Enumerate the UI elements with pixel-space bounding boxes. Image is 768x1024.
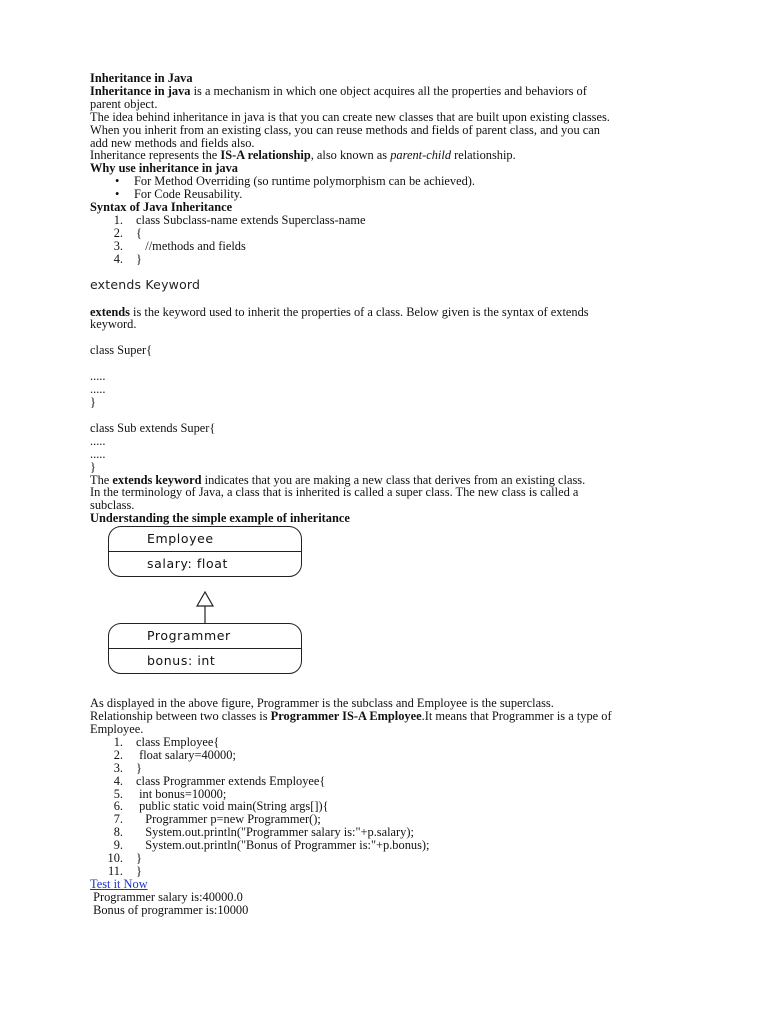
document-page bbox=[90, 72, 690, 917]
code-line: 1. class Subclass-name extends Superclass-name bbox=[113, 212, 366, 227]
uml-diagram bbox=[108, 526, 328, 694]
code-line: 2. float salary=40000; bbox=[113, 747, 236, 762]
code-line: 6. public static void main(String args[]){ bbox=[113, 799, 329, 814]
extends-description: extends is the keyword used to inherit the properties of a class. Below given is the syntax of extends keyword. bbox=[90, 304, 589, 332]
syntax-heading: Syntax of Java Inheritance bbox=[90, 200, 233, 215]
code-line: 3. } bbox=[113, 760, 142, 775]
bullet-icon: • bbox=[115, 174, 120, 189]
output-line: Bonus of programmer is:10000 bbox=[90, 902, 249, 917]
code-line: 1. class Employee{ bbox=[113, 734, 220, 749]
idea-paragraph: The idea behind inheritance in java is that you can create new classes that are built upon existing classes. When you inherit from an existing class, you can reuse methods and fields of parent class, and you can add new methods and fields also. bbox=[90, 109, 610, 150]
code-line: 2. { bbox=[113, 225, 142, 240]
code-line: ..... bbox=[90, 433, 106, 448]
super-class-block bbox=[90, 344, 690, 409]
extends-heading: extends Keyword bbox=[90, 276, 201, 292]
code-line: 7. Programmer p=new Programmer(); bbox=[113, 812, 321, 827]
code-line: 5. int bonus=10000; bbox=[113, 786, 227, 801]
code-line: 8. System.out.println("Programmer salary is:"+p.salary); bbox=[113, 825, 414, 840]
syntax-code bbox=[90, 214, 690, 266]
page-title: Inheritance in Java bbox=[90, 71, 193, 85]
code-line: 11. } bbox=[107, 863, 142, 878]
code-line: 10. } bbox=[107, 851, 142, 866]
code-line: class Super{ bbox=[90, 343, 153, 358]
uml-class-name: Programmer bbox=[147, 628, 231, 644]
example-code bbox=[90, 736, 690, 878]
code-line: } bbox=[90, 459, 96, 474]
uml-class-field: salary: float bbox=[109, 551, 301, 576]
example-heading: Understanding the simple example of inheritance bbox=[90, 511, 350, 526]
code-line: ..... bbox=[90, 382, 106, 397]
code-line: } bbox=[90, 395, 96, 410]
code-line: 4. class Programmer extends Employee{ bbox=[113, 773, 326, 788]
extends-note: The extends keyword indicates that you are making a new class that derives from an existing class. bbox=[90, 472, 586, 487]
why-list bbox=[90, 175, 690, 201]
list-item: • For Method Overriding (so runtime polymorphism can be achieved). bbox=[115, 174, 476, 189]
terminology-paragraph: In the terminology of Java, a class that is inherited is called a super class. The new class is called a subclass. bbox=[90, 485, 579, 513]
test-it-now-link[interactable]: Test it Now bbox=[90, 876, 148, 891]
code-line: 9. System.out.println("Bonus of Programmer is:"+p.bonus); bbox=[113, 838, 430, 853]
output-line: Programmer salary is:40000.0 bbox=[90, 889, 243, 904]
list-item: • For Code Reusability. bbox=[115, 187, 243, 202]
uml-class-name: Employee bbox=[147, 531, 214, 547]
code-line: 3. //methods and fields bbox=[113, 238, 246, 253]
uml-class-programmer bbox=[108, 623, 302, 674]
uml-class-field: bonus: int bbox=[109, 648, 301, 673]
code-line: ..... bbox=[90, 369, 106, 384]
code-line: 4. } bbox=[113, 251, 142, 266]
bullet-icon: • bbox=[115, 187, 120, 202]
sub-class-block bbox=[90, 422, 690, 474]
example-description: As displayed in the above figure, Programmer is the subclass and Employee is the superclass. Relationship between two classes is Programmer IS-A Employee.It means that Programmer is a type of Employee. bbox=[90, 696, 612, 736]
isa-paragraph: Inheritance represents the IS-A relationship, also known as parent-child relationship. bbox=[90, 148, 516, 163]
code-line: class Sub extends Super{ bbox=[90, 420, 216, 435]
code-line: ..... bbox=[90, 446, 106, 461]
intro-paragraph: Inheritance in java is a mechanism in which one object acquires all the properties and behaviors of parent object. bbox=[90, 83, 587, 111]
why-heading: Why use inheritance in java bbox=[90, 161, 239, 176]
